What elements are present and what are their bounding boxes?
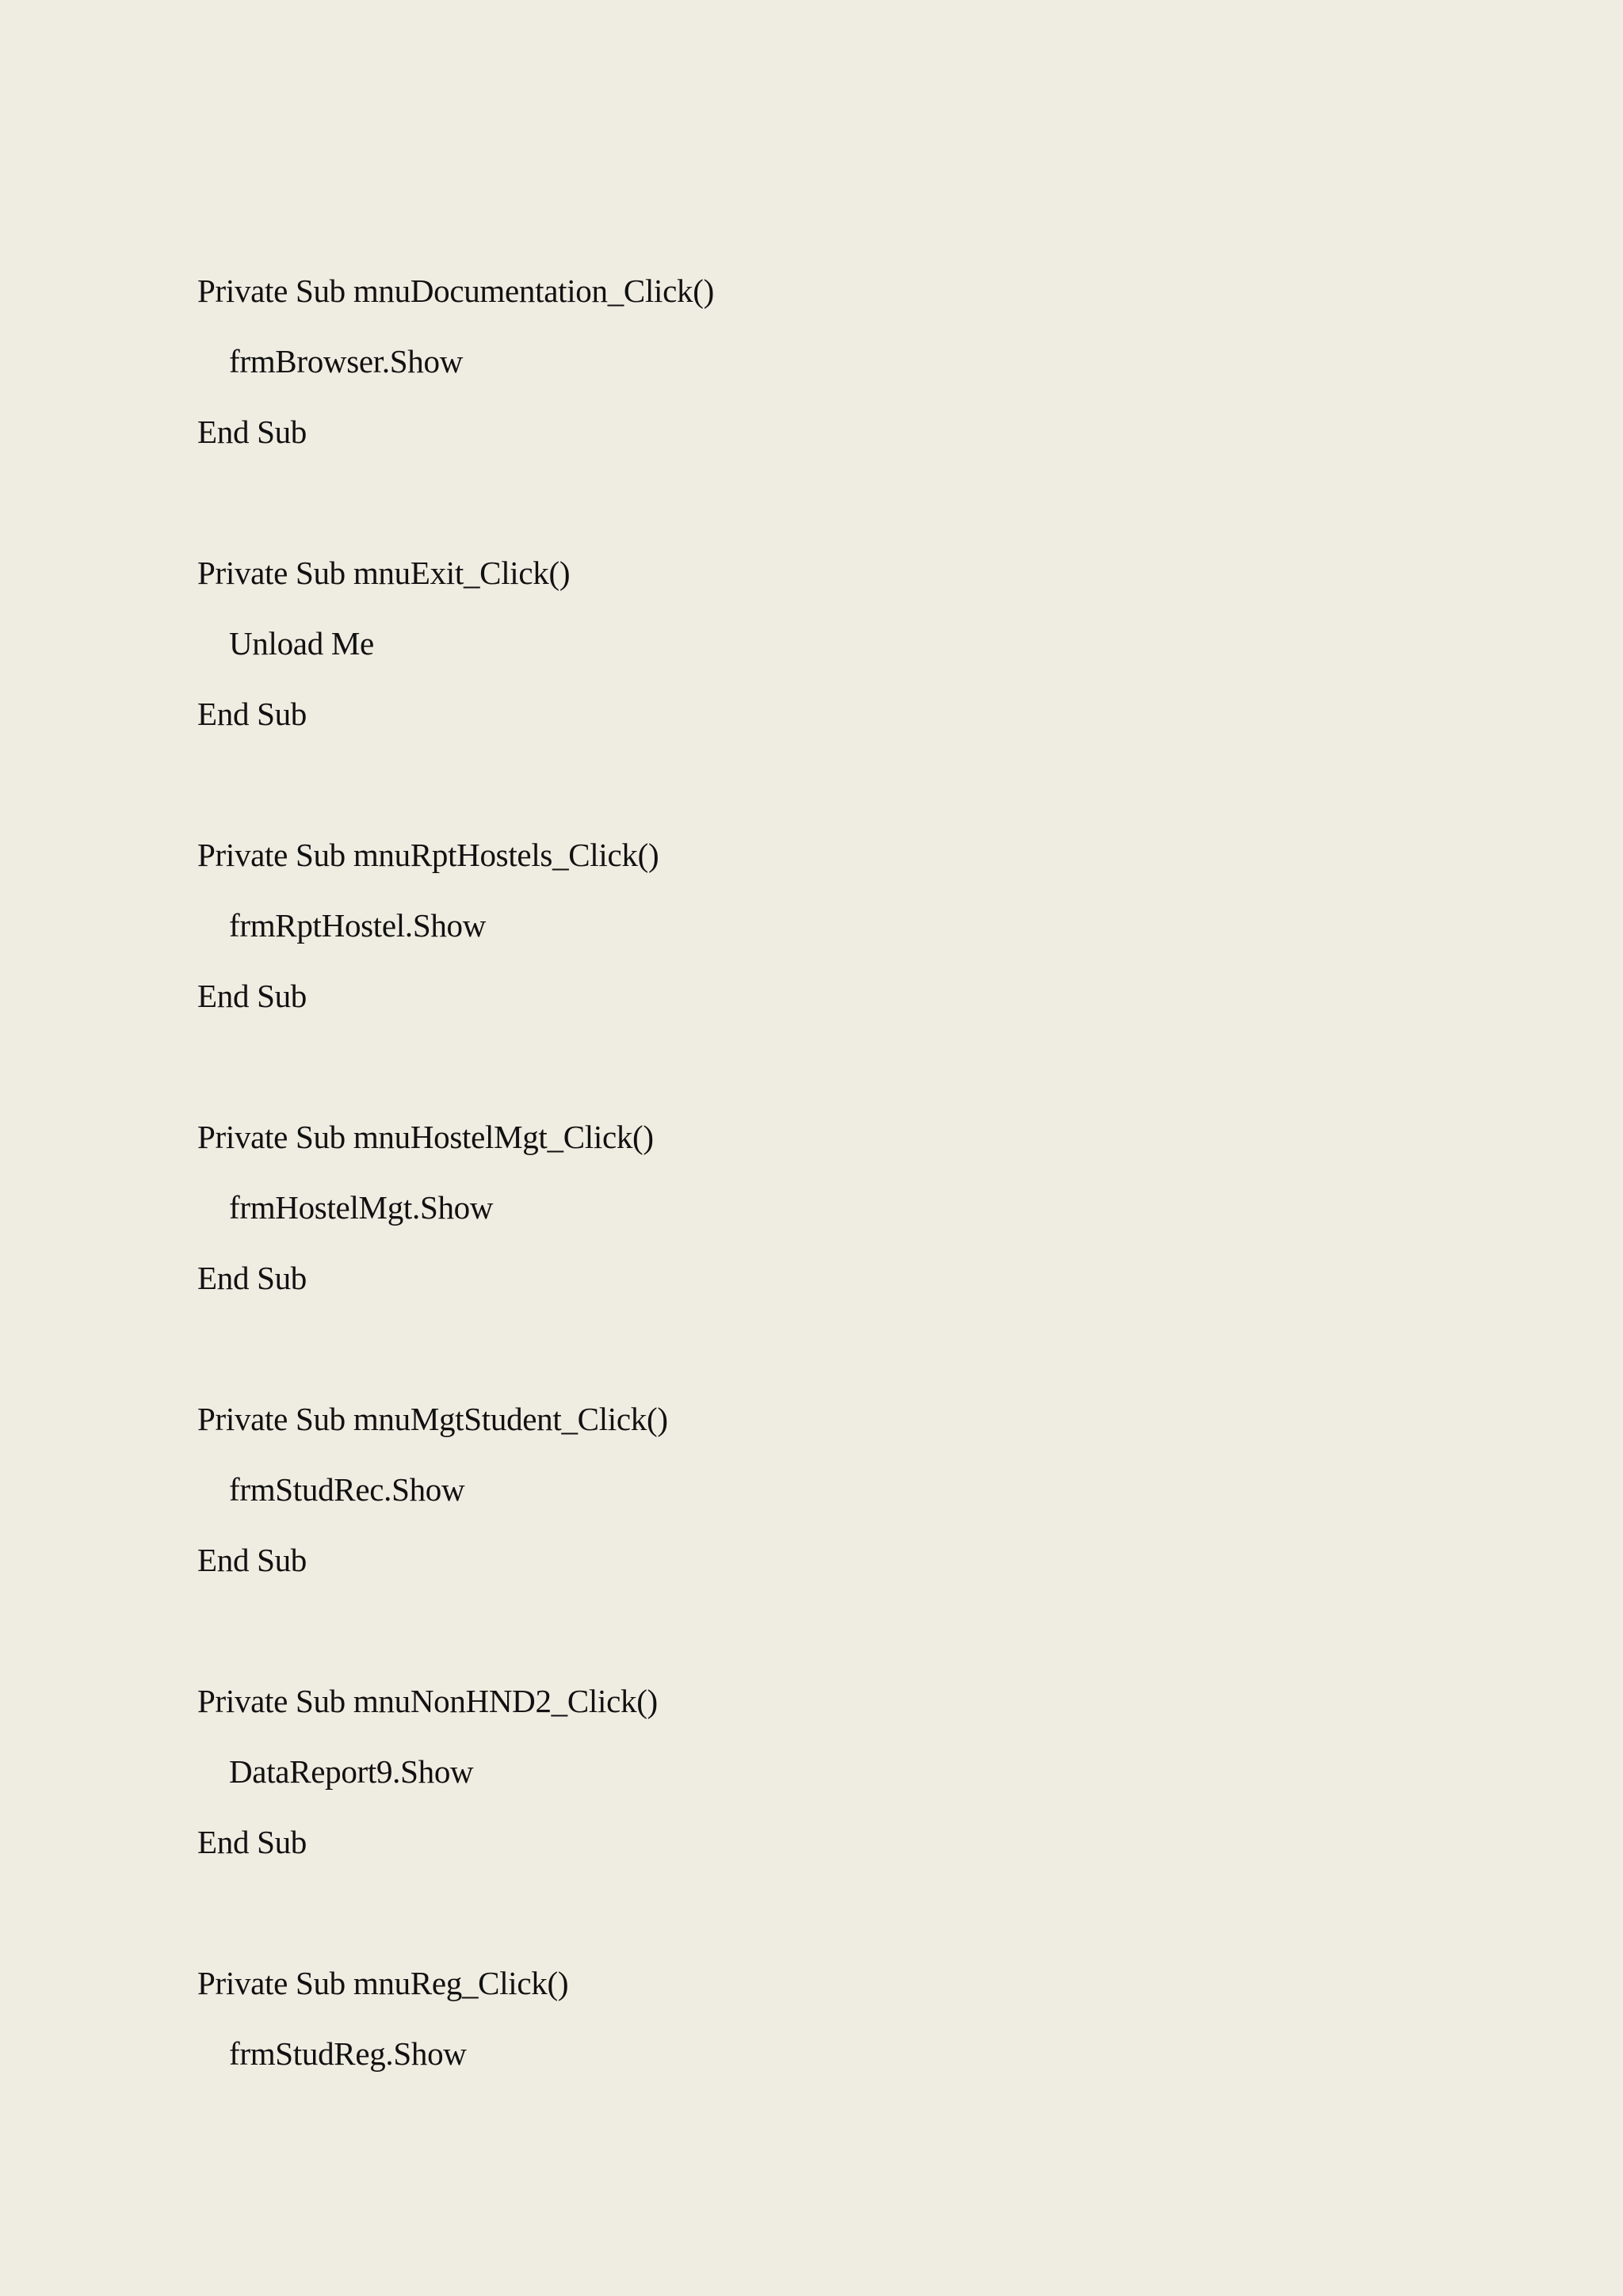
code-statement-line: DataReport9.Show: [229, 1753, 474, 1790]
end-sub-line: End Sub: [197, 1824, 307, 1860]
sub-declaration-line: Private Sub mnuRptHostels_Click(): [197, 837, 659, 873]
sub-declaration-line: Private Sub mnuNonHND2_Click(): [197, 1683, 658, 1719]
end-sub-line: End Sub: [197, 1260, 307, 1296]
end-sub-line: End Sub: [197, 414, 307, 450]
code-statement-line: frmBrowser.Show: [229, 343, 464, 379]
blank-line: [197, 1314, 1465, 1384]
sub-declaration-line: Private Sub mnuReg_Click(): [197, 1965, 569, 2001]
end-sub-line: End Sub: [197, 1542, 307, 1578]
sub-declaration-line: Private Sub mnuExit_Click(): [197, 555, 571, 591]
blank-line: [197, 1596, 1465, 1666]
code-statement-line: frmStudRec.Show: [229, 1471, 465, 1508]
blank-line: [197, 467, 1465, 538]
code-statement-line: frmStudReg.Show: [229, 2035, 467, 2072]
blank-line: [197, 749, 1465, 820]
code-statement-line: frmHostelMgt.Show: [229, 1189, 494, 1226]
end-sub-line: End Sub: [197, 696, 307, 732]
blank-line: [197, 1032, 1465, 1102]
code-statement-line: Unload Me: [229, 625, 374, 662]
sub-declaration-line: Private Sub mnuMgtStudent_Click(): [197, 1401, 668, 1437]
end-sub-line: End Sub: [197, 978, 307, 1014]
sub-declaration-line: Private Sub mnuHostelMgt_Click(): [197, 1119, 654, 1155]
code-statement-line: frmRptHostel.Show: [229, 907, 487, 944]
blank-line: [197, 1878, 1465, 1948]
code-listing: [197, 256, 1465, 2089]
sub-declaration-line: Private Sub mnuDocumentation_Click(): [197, 273, 714, 309]
